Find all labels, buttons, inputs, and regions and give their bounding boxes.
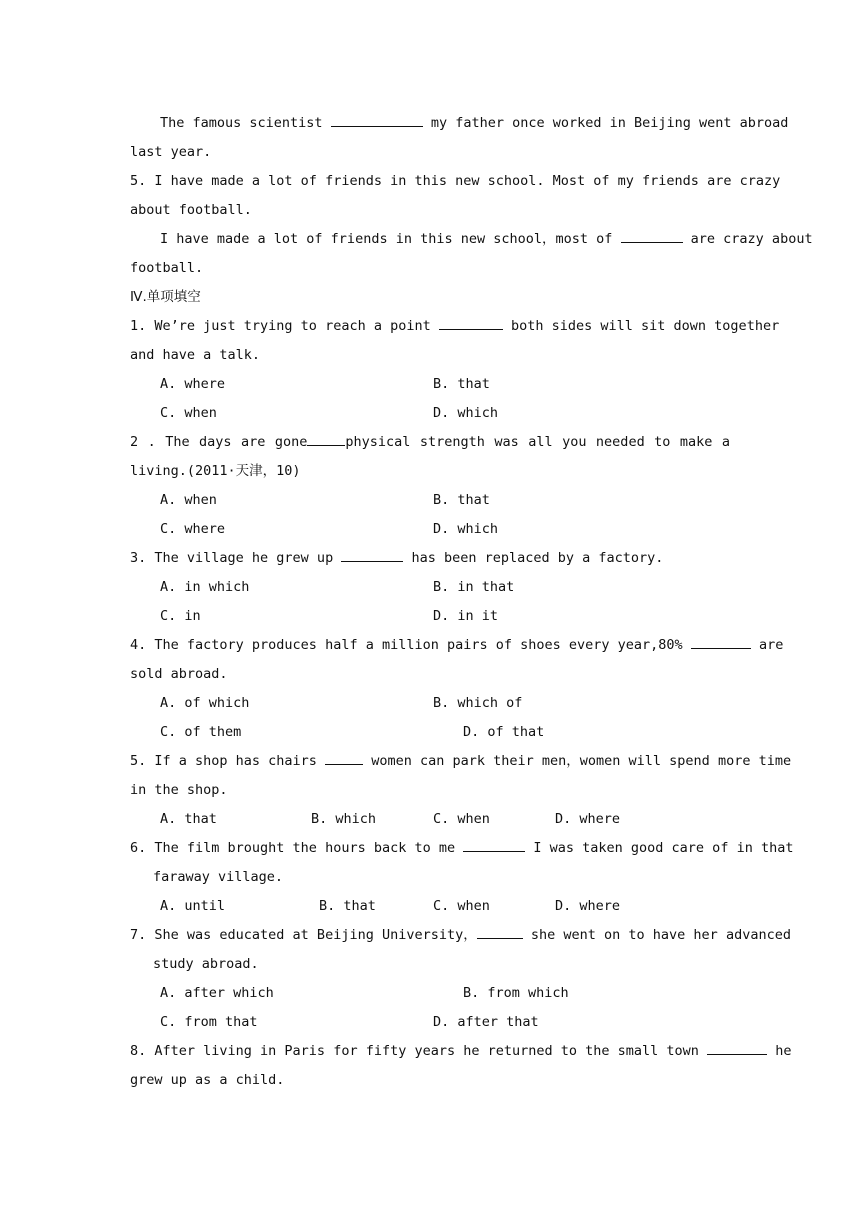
- question-3-option-c[interactable]: C. in: [160, 608, 201, 624]
- answer-blank: [439, 315, 503, 330]
- text-segment: my father once worked in Beijing went abroad: [422, 115, 789, 131]
- question-2-option-a[interactable]: A. when: [160, 492, 217, 508]
- question-7-option-d[interactable]: D. after that: [433, 1014, 539, 1030]
- answer-blank: [463, 837, 525, 852]
- q5-rewrite-line-2: football.: [130, 260, 204, 276]
- q5-rewrite-line-1: [160, 225, 813, 254]
- text-segment: 7. She was educated at Beijing University，: [130, 927, 477, 943]
- question-1-option-d[interactable]: D. which: [433, 405, 499, 421]
- question-1-option-a[interactable]: A. where: [160, 376, 226, 392]
- question-1-option-b[interactable]: B. that: [433, 376, 490, 392]
- text-segment: both sides will sit down together: [502, 318, 780, 334]
- question-2-line-2: living.(2011·天津，10): [130, 463, 301, 479]
- question-6-line-2: faraway village.: [153, 869, 284, 885]
- question-5-option-d[interactable]: D. where: [555, 811, 621, 827]
- question-7-option-a[interactable]: A. after which: [160, 985, 274, 1001]
- question-4-line-1: [130, 631, 784, 660]
- question-3-line-1: [130, 544, 730, 573]
- text-segment: has been replaced by a factory.: [403, 550, 664, 566]
- question-4-line-2: sold abroad.: [130, 666, 228, 682]
- text-segment: are: [750, 637, 784, 653]
- text-segment: 8. After living in Paris for fifty years he returned to the small town: [130, 1043, 708, 1059]
- question-2-line-1: [130, 428, 730, 457]
- question-1-line-2: and have a talk.: [130, 347, 261, 363]
- question-6-option-d[interactable]: D. where: [555, 898, 621, 914]
- text-segment: 6. The film brought the hours back to me: [130, 840, 464, 856]
- question-2-option-b[interactable]: B. that: [433, 492, 490, 508]
- question-4-option-a[interactable]: A. of which: [160, 695, 250, 711]
- text-segment: women can park their men，women will spend more time: [363, 753, 792, 769]
- question-7-line-1: [130, 921, 791, 950]
- answer-blank: [341, 547, 403, 562]
- answer-blank: [325, 750, 363, 765]
- text-segment: The famous scientist: [160, 115, 331, 131]
- answer-blank: [707, 1040, 767, 1055]
- question-6-line-1: [130, 834, 794, 863]
- question-5-option-b[interactable]: B. which: [311, 811, 377, 827]
- question-5-line-2: in the shop.: [130, 782, 228, 798]
- question-3-option-a[interactable]: A. in which: [160, 579, 250, 595]
- question-5-line-1: [130, 747, 792, 776]
- text-segment: I have made a lot of friends in this new school，most of: [160, 231, 621, 247]
- question-7-option-b[interactable]: B. from which: [463, 985, 569, 1001]
- q4-rewrite-line-2: last year.: [130, 144, 212, 160]
- question-2-option-d[interactable]: D. which: [433, 521, 499, 537]
- q4-rewrite-line-1: [160, 109, 789, 138]
- text-segment: 3. The village he grew up: [130, 550, 342, 566]
- question-2-option-c[interactable]: C. where: [160, 521, 226, 537]
- question-8-line-1: [130, 1037, 792, 1066]
- answer-blank: [691, 634, 751, 649]
- question-5-option-c[interactable]: C. when: [433, 811, 490, 827]
- text-segment: 1. We’re just trying to reach a point: [130, 318, 439, 334]
- text-segment: 2 . The days are gone: [130, 434, 308, 450]
- question-6-option-a[interactable]: A. until: [160, 898, 226, 914]
- question-7-line-2: study abroad.: [153, 956, 259, 972]
- question-8-line-2: grew up as a child.: [130, 1072, 285, 1088]
- text-segment: she went on to have her advanced: [522, 927, 791, 943]
- text-segment: 5. If a shop has chairs: [130, 753, 326, 769]
- answer-blank: [477, 924, 523, 939]
- section-heading: Ⅳ.单项填空: [130, 289, 201, 305]
- question-4-option-c[interactable]: C. of them: [160, 724, 242, 740]
- question-6-option-c[interactable]: C. when: [433, 898, 490, 914]
- question-3-option-b[interactable]: B. in that: [433, 579, 515, 595]
- text-segment: I was taken good care of in that: [525, 840, 794, 856]
- question-4-option-d[interactable]: D. of that: [463, 724, 545, 740]
- q5-sentence-line-1: 5. I have made a lot of friends in this new school. Most of my friends are crazy: [130, 173, 781, 189]
- text-segment: 4. The factory produces half a million pairs of shoes every year,80%: [130, 637, 691, 653]
- text-segment: are crazy about: [682, 231, 813, 247]
- question-1-option-c[interactable]: C. when: [160, 405, 217, 421]
- answer-blank: [621, 228, 683, 243]
- question-4-option-b[interactable]: B. which of: [433, 695, 523, 711]
- text-segment: physical strength was all you needed to make a: [345, 434, 730, 450]
- question-3-option-d[interactable]: D. in it: [433, 608, 499, 624]
- question-5-option-a[interactable]: A. that: [160, 811, 217, 827]
- q5-sentence-line-2: about football.: [130, 202, 252, 218]
- answer-blank: [307, 431, 345, 446]
- question-6-option-b[interactable]: B. that: [319, 898, 376, 914]
- text-segment: he: [767, 1043, 792, 1059]
- answer-blank: [331, 112, 423, 127]
- question-7-option-c[interactable]: C. from that: [160, 1014, 258, 1030]
- question-1-line-1: [130, 312, 780, 341]
